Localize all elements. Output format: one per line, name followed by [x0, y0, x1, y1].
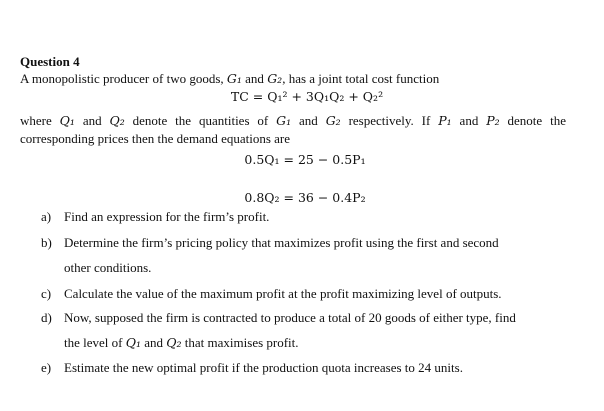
demand-equation-2: 0.8Q₂ = 36 − 0.4P₂	[244, 190, 366, 205]
part-b-label: b)	[41, 235, 52, 250]
text-and-3: and	[451, 113, 487, 128]
var-p2: P₂	[486, 113, 500, 128]
good-g2: G₂	[267, 71, 283, 86]
part-a-text: Find an expression for the firm’s profit.	[64, 209, 270, 224]
cost-function-equation: TC = Q₁² + 3Q₁Q₂ + Q₂²	[230, 89, 384, 104]
var-g2: G₂	[325, 113, 341, 128]
good-g1: G₁	[226, 71, 242, 86]
demand-equation-1: 0.5Q₁ = 25 − 0.5P₁	[244, 152, 366, 167]
intro-text: A monopolistic producer of two goods,	[20, 71, 227, 86]
part-c-text: Calculate the value of the maximum profit at the profit maximizing level of outputs.	[64, 286, 502, 301]
part-e-text: Estimate the new optimal profit if the production quota increases to 24 units.	[64, 360, 463, 375]
part-d-text-end: that maximises profit.	[181, 335, 299, 350]
text-respectively: respectively. If	[340, 113, 439, 128]
intro-line-1	[20, 71, 566, 87]
part-d-text-line-2	[64, 335, 299, 351]
part-d-text-and: and	[141, 335, 167, 350]
var-q1: Q₁	[59, 113, 75, 128]
text-and: and	[74, 113, 110, 128]
intro-line-4: corresponding prices then the demand equations are	[20, 131, 291, 146]
var-g1: G₁	[276, 113, 292, 128]
part-d-label: d)	[41, 310, 52, 325]
text-denote-2: denote the	[499, 113, 566, 128]
intro-end: , has a joint total cost function	[282, 71, 440, 86]
part-a-label: a)	[41, 209, 52, 224]
part-d-var-q1: Q₁	[125, 335, 141, 350]
text-denote: denote the quantities of	[124, 113, 277, 128]
part-d-text-a: the level of	[64, 335, 126, 350]
part-e-label: e)	[41, 360, 52, 375]
part-c-label: c)	[41, 286, 52, 301]
question-title: Question 4	[20, 54, 80, 69]
var-p1: P₁	[438, 113, 452, 128]
text-and-2: and	[291, 113, 326, 128]
part-b-text-line-2: other conditions.	[64, 260, 152, 275]
intro-line-3	[20, 113, 566, 129]
part-b-text-line-1: Determine the firm’s pricing policy that maximizes profit using the first and second	[64, 235, 499, 250]
part-d-var-q2: Q₂	[166, 335, 182, 350]
intro-and: and	[241, 71, 268, 86]
text-where: where	[20, 113, 60, 128]
part-d-text-line-1: Now, supposed the firm is contracted to produce a total of 20 goods of either type, find	[64, 310, 516, 325]
var-q2: Q₂	[109, 113, 125, 128]
